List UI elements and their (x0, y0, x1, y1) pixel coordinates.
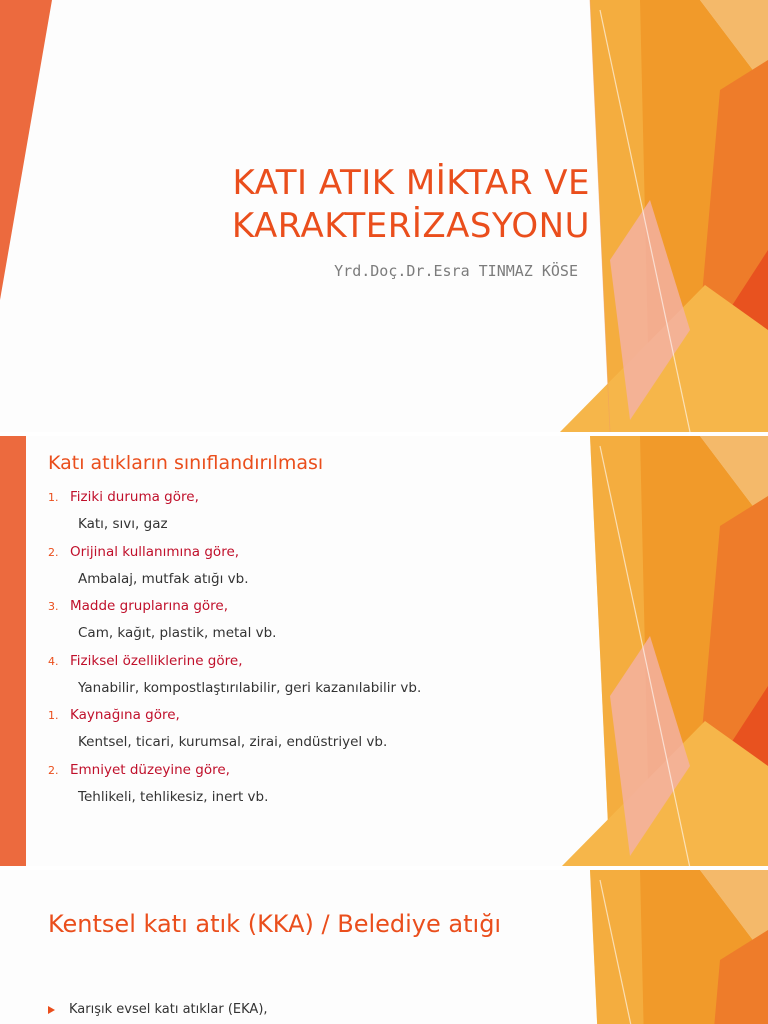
item-number: 1. (48, 709, 59, 723)
item-detail: Ambalaj, mutfak atığı vb. (78, 570, 249, 587)
title-line-2: KARAKTERİZASYONU (231, 206, 590, 246)
title-slide (0, 0, 768, 432)
item-label: Emniyet düzeyine göre, (70, 761, 230, 778)
bullet-text: Karışık evsel katı atıklar (EKA), (69, 1002, 268, 1017)
item-label: Kaynağına göre, (70, 707, 180, 724)
item-detail: Cam, kağıt, plastik, metal vb. (78, 625, 277, 642)
title-line-1: KATI ATIK MİKTAR VE (232, 163, 590, 203)
item-label: Fiziki duruma göre, (70, 489, 199, 505)
list-item (48, 702, 568, 757)
list-item (48, 648, 568, 703)
item-detail: Kentsel, ticari, kurumsal, zirai, endüstriyel vb. (78, 734, 388, 751)
item-label: Madde gruplarına göre, (70, 598, 229, 615)
item-label: Fiziksel özelliklerine göre, (70, 652, 243, 669)
list-item (48, 593, 568, 648)
list-item (48, 484, 568, 539)
item-number: 1. (48, 491, 59, 504)
item-number: 2. (48, 763, 59, 777)
kka-slide (0, 870, 768, 1024)
item-number: 4. (48, 654, 59, 668)
kka-slide-decoration (0, 870, 768, 1024)
item-detail: Katı, sıvı, gaz (78, 516, 168, 532)
classification-slide (0, 436, 768, 866)
triangle-bullet-icon (48, 1006, 55, 1014)
classification-list (48, 484, 568, 812)
list-item (48, 757, 568, 812)
author-subtitle: Yrd.Doç.Dr.Esra TINMAZ KÖSE (334, 262, 578, 280)
item-label: Orijinal kullanımına göre, (70, 543, 240, 560)
bullet-item (48, 1002, 268, 1017)
presentation-title (100, 162, 590, 248)
item-detail: Tehlikeli, tehlikesiz, inert vb. (78, 788, 269, 805)
classification-heading: Katı atıkların sınıflandırılması (48, 452, 324, 474)
item-number: 2. (48, 545, 59, 559)
kka-heading: Kentsel katı atık (KKA) / Belediye atığı (48, 910, 502, 938)
item-number: 3. (48, 600, 59, 614)
item-detail: Yanabilir, kompostlaştırılabilir, geri kazanılabilir vb. (78, 679, 422, 696)
list-item (48, 539, 568, 594)
